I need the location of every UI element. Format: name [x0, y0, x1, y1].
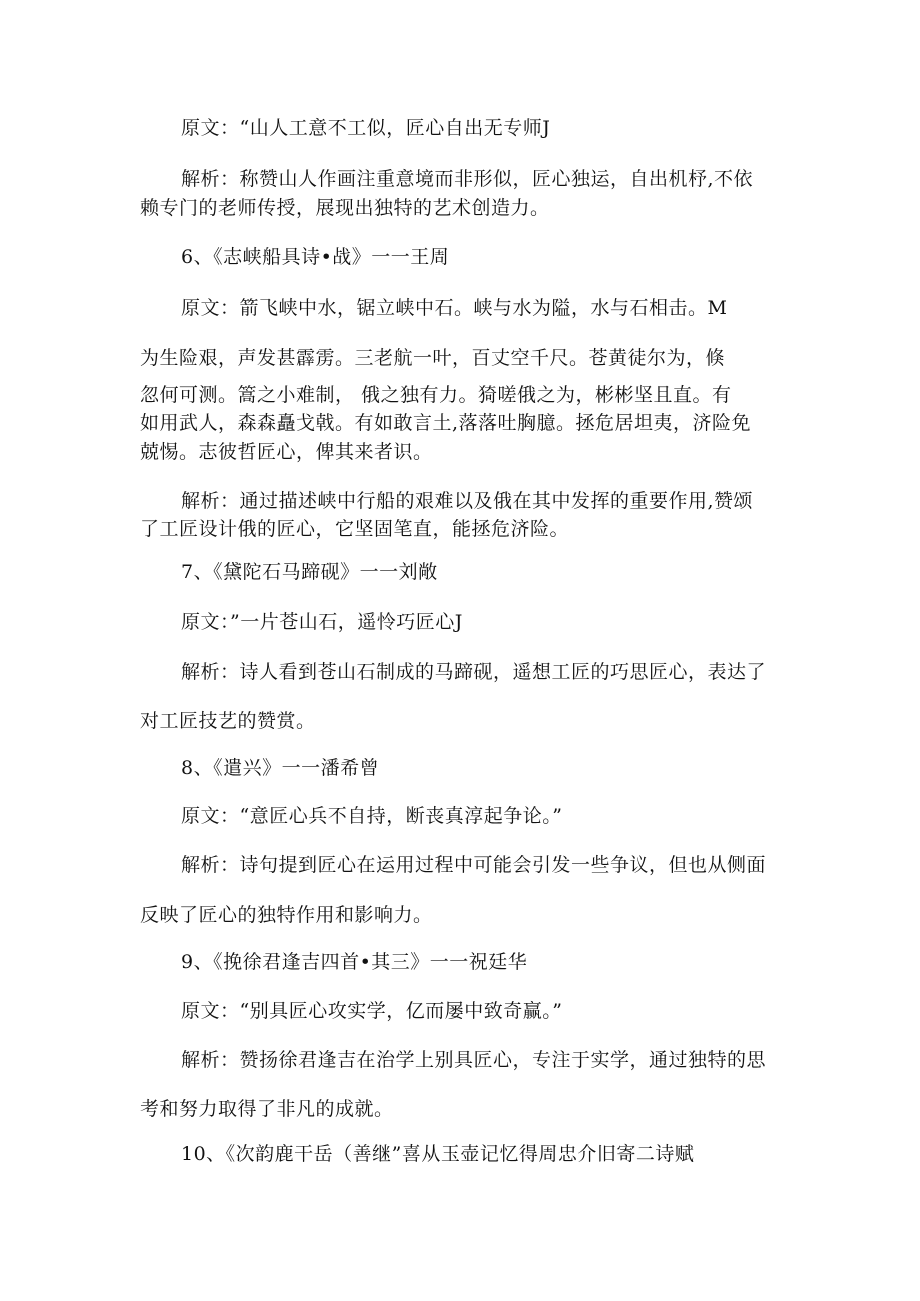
text-line: 解析：称赞山人作画注重意境而非形似，匠心独运，自出机杼,不依 [181, 168, 754, 190]
text-line: 解析：赞扬徐君逢吉在治学上别具匠心，专注于实学，通过独特的思 [181, 1049, 767, 1071]
text-line: 了工匠设计俄的匠心，它坚固笔直，能拯危济险。 [140, 518, 570, 540]
text-line: 原文：“意匠心兵不自持，断丧真淳起争论。” [181, 805, 563, 827]
text-line: 如用武人，森森矗戈戟。有如敢言土,落落吐胸臆。拯危居坦夷，济险免 [140, 412, 752, 434]
text-line: 原文：“山人工意不工似，匠心自出无专师J [181, 117, 551, 139]
text-line: 考和努力取得了非凡的成就。 [140, 1098, 394, 1120]
text-line: 赖专门的老师传授，展现出独特的艺术创造力。 [140, 197, 550, 219]
text-line: 兢惕。志彼哲匠心，俾其来者识。 [140, 441, 433, 463]
text-line: 原文：”一片苍山石，遥怜巧匠心J [181, 611, 463, 633]
text-line: 原文：“别具匠心攻实学，亿而屡中致奇赢。” [181, 1000, 563, 1022]
text-line: 解析：诗人看到苍山石制成的马蹄砚，遥想工匠的巧思匠心，表达了 [181, 661, 767, 683]
section-heading: 7、《黛陀石马蹄砚》一一刘敞 [181, 561, 438, 583]
text-line: 为生险艰，声发甚霹雳。三老航一叶，百丈空千尺。苍黄徒尔为，倏 [140, 347, 726, 369]
section-heading: 8、《遣兴》一一潘希曾 [181, 757, 380, 779]
text-line: 忽何可测。篙之小难制， 俄之独有力。猗嗟俄之为，彬彬坚且直。有 [140, 384, 732, 406]
text-line: 对工匠技艺的赞赏。 [140, 710, 316, 732]
text-line: 解析：通过描述峡中行船的艰难以及俄在其中发挥的重要作用,赞颂 [181, 490, 754, 512]
section-heading: 6、《志峡船具诗•战》一一王周 [181, 246, 450, 268]
section-heading: 10、《次韵鹿干岳（善继”喜从玉壶记忆得周忠介旧寄二诗赋 [181, 1143, 695, 1165]
text-line: 原文：箭飞峡中水，锯立峡中石。峡与水为隘，水与石相击。M [181, 297, 728, 319]
text-line: 解析：诗句提到匠心在运用过程中可能会引发一些争议，但也从侧面 [181, 854, 767, 876]
text-line: 反映了匠心的独特作用和影响力。 [140, 904, 433, 926]
section-heading: 9、《挽徐君逢吉四首•其三》一一祝廷华 [181, 951, 528, 973]
